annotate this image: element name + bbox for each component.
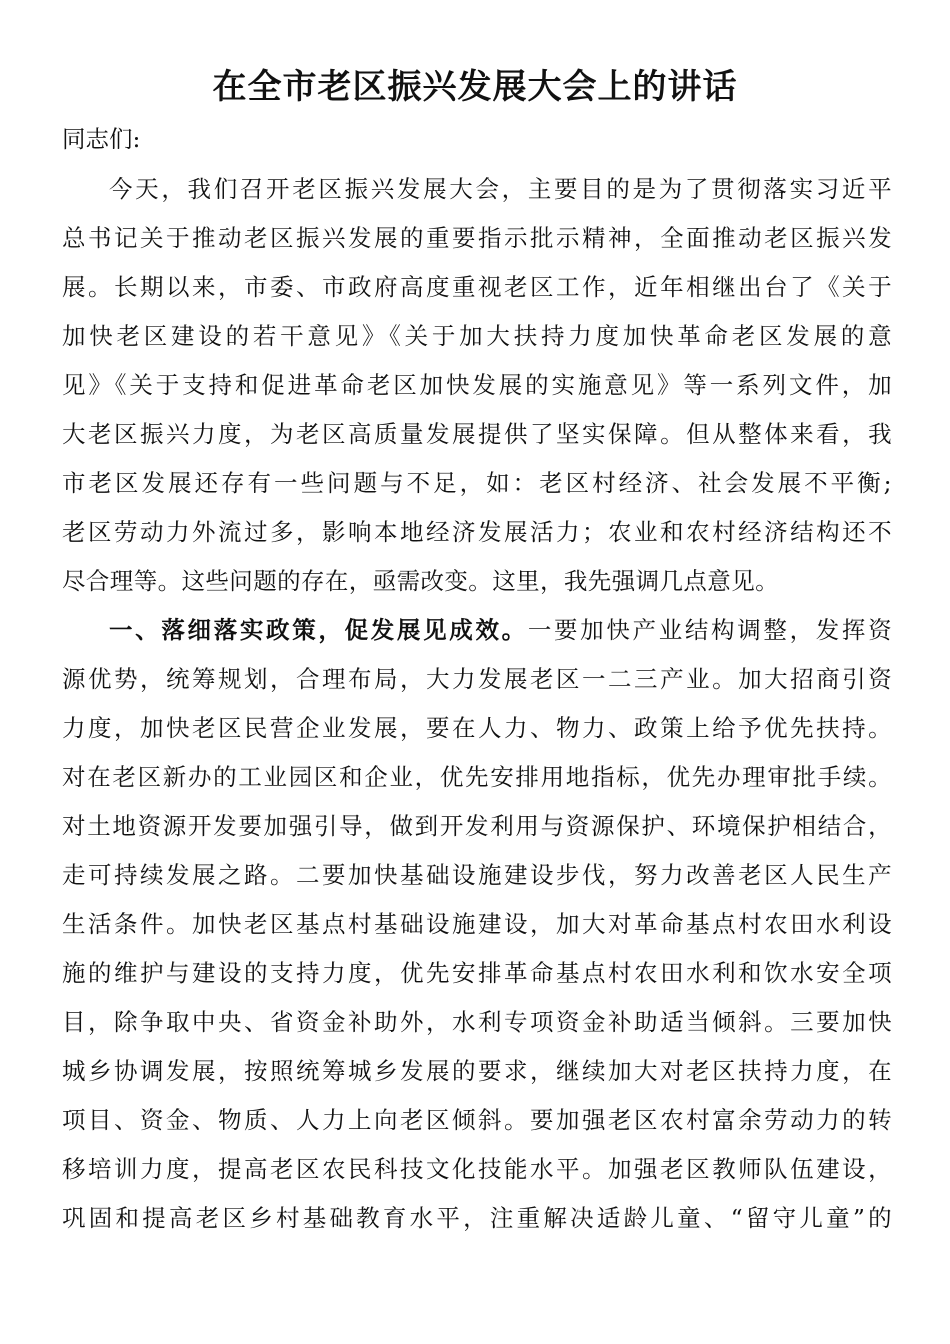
text-line: [62, 606, 892, 655]
paragraph-section-1: [62, 606, 892, 1243]
text-line: 源优势，统筹规划，合理布局，大力发展老区一二三产业。加大招商引资: [62, 665, 892, 693]
text-line: 城乡协调发展，按照统筹城乡发展的要求，继续加大对老区扶持力度，在: [62, 1057, 892, 1085]
text-line: 总书记关于推动老区振兴发展的重要指示批示精神，全面推动老区振兴发: [62, 224, 892, 252]
text-line: 加快老区建设的若干意见》《关于加大扶持力度加快革命老区发展的意: [62, 322, 892, 350]
text-line: 目，除争取中央、省资金补助外，水利专项资金补助适当倾斜。三要加快: [62, 1008, 892, 1036]
text-line: 老区劳动力外流过多，影响本地经济发展活力；农业和农村经济结构还不: [62, 518, 892, 546]
text-line: 力度，加快老区民营企业发展，要在人力、物力、政策上给予优先扶持。: [62, 714, 892, 742]
paragraph-intro: [62, 165, 892, 606]
text-line: 移培训力度，提高老区农民科技文化技能水平。加强老区教师队伍建设，: [62, 1155, 892, 1183]
text-line: 项目、资金、物质、人力上向老区倾斜。要加强老区农村富余劳动力的转: [62, 1106, 892, 1134]
document-body: [62, 165, 892, 1243]
salutation: 同志们:: [62, 125, 141, 153]
text-line: 大老区振兴力度，为老区高质量发展提供了坚实保障。但从整体来看，我: [62, 420, 892, 448]
text-line: 今天，我们召开老区振兴发展大会，主要目的是为了贯彻落实习近平: [109, 175, 892, 203]
text-line: 对在老区新办的工业园区和企业，优先安排用地指标，优先办理审批手续。: [62, 763, 892, 791]
text-line: 展。长期以来，市委、市政府高度重视老区工作，近年相继出台了《关于: [62, 273, 892, 301]
text-line: 施的维护与建设的支持力度，优先安排革命基点村农田水利和饮水安全项: [62, 959, 892, 987]
text-line: 市老区发展还存有一些问题与不足，如：老区村经济、社会发展不平衡;: [62, 469, 892, 497]
document-title: 在全市老区振兴发展大会上的讲话: [212, 67, 738, 107]
text-line: 走可持续发展之路。二要加快基础设施建设步伐，努力改善老区人民生产: [62, 861, 892, 889]
text-line: 生活条件。加快老区基点村基础设施建设，加大对革命基点村农田水利设: [62, 910, 892, 938]
text-line: 尽合理等。这些问题的存在，亟需改变。这里，我先强调几点意见。: [62, 567, 779, 595]
text-line: 对土地资源开发要加强引导，做到开发利用与资源保护、环境保护相结合，: [62, 812, 892, 840]
section-text: 一要加快产业结构调整，发挥资: [527, 616, 892, 644]
section-heading: 一、落细落实政策，促发展见成效。: [109, 616, 528, 644]
text-line: 巩固和提高老区乡村基础教育水平，注重解决适龄儿童、“留守儿童”的: [62, 1204, 892, 1232]
text-line: 见》《关于支持和促进革命老区加快发展的实施意见》等一系列文件，加: [62, 371, 892, 399]
